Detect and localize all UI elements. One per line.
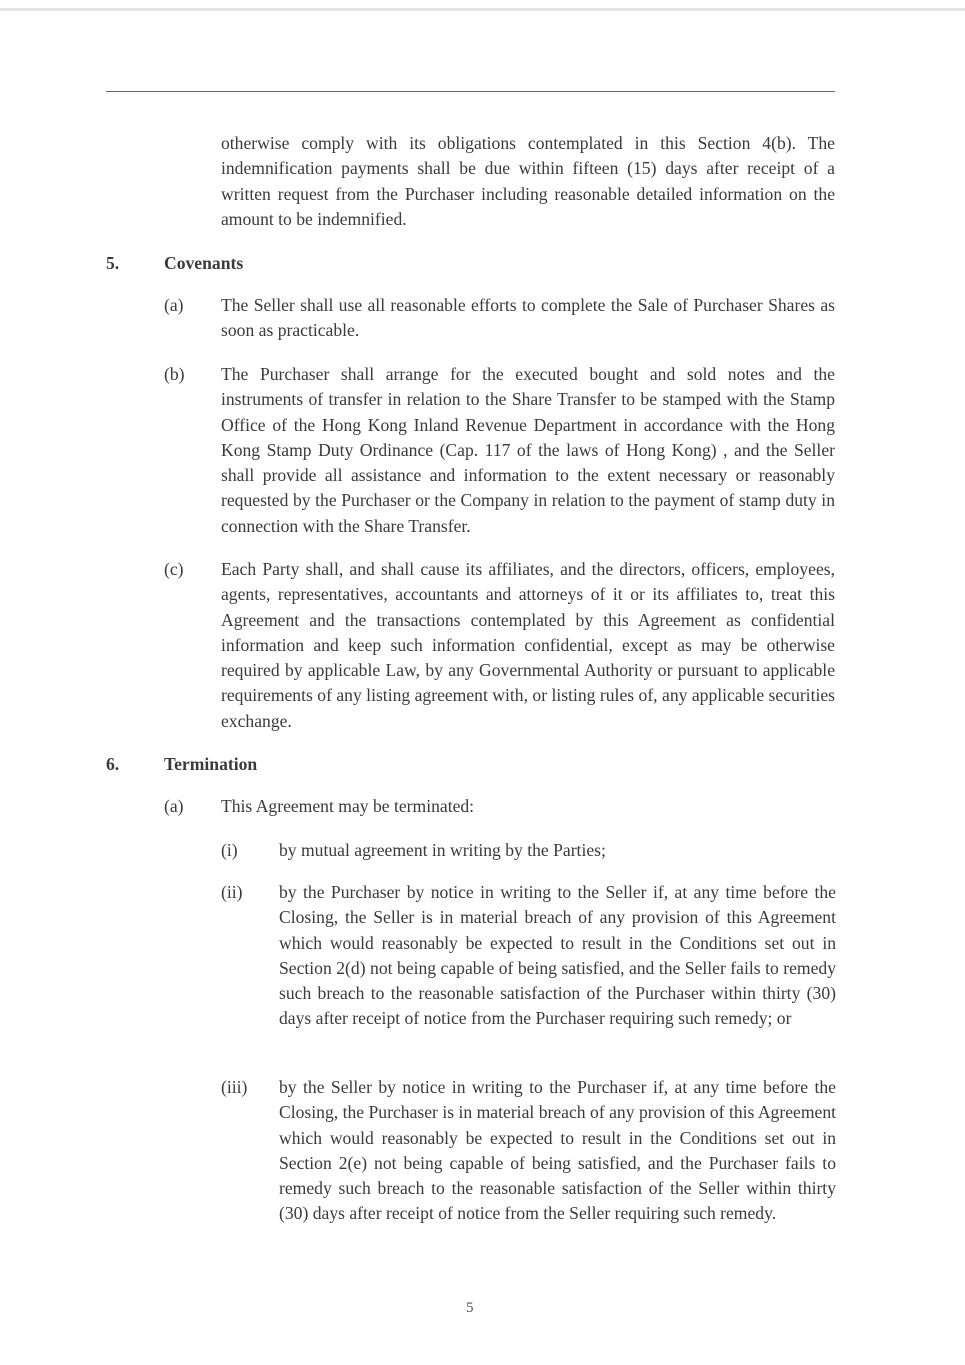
- clause-5b-label: (b): [164, 364, 185, 384]
- section-5-title: Covenants: [164, 253, 244, 273]
- clause-6a-text: This Agreement may be terminated:: [221, 796, 475, 816]
- subclause-ii-text: by the Purchaser by notice in writing to the Seller if, at any time before the Closing, the Seller is in material breach of any provision of this Agreement which would reasonably be expected to result in the Conditions set out in Section 2(d) not being capable of being satisfied, and the Seller fails to remedy such breach to the reasonable satisfaction of the Purchaser within thirty (30) days after receipt of notice from the Purchaser requiring such remedy; or: [279, 882, 836, 1029]
- subclause-i-text: by mutual agreement in writing by the Parties;: [279, 840, 606, 860]
- clause-6a-label: (a): [164, 796, 184, 816]
- clause-5a-text: The Seller shall use all reasonable efforts to complete the Sale of Purchaser Shares as soon as practicable.: [221, 295, 835, 341]
- subclause-ii-label: (ii): [221, 882, 243, 902]
- subclause-i-label: (i): [221, 840, 238, 860]
- section-5-number: 5.: [106, 253, 120, 273]
- scan-edge: [0, 8, 965, 11]
- subclause-iii-label: (iii): [221, 1077, 248, 1097]
- section-6-title: Termination: [164, 754, 258, 774]
- clause-5c-label: (c): [164, 559, 184, 579]
- clause-5c-text: Each Party shall, and shall cause its affiliates, and the directors, officers, employees, agents, representatives, accountants and attorneys of it or its affiliates to, treat this Agreement and the transactions contemplated by this Agreement as confidential information and keep such information confidential, except as may be otherwise required by applicable Law, by any Governmental Authority or pursuant to applicable requirements of any listing agreement with, or listing rules of, any applicable securities exchange.: [221, 559, 835, 731]
- page-number: 5: [466, 1300, 474, 1316]
- clause-5a-label: (a): [164, 295, 184, 315]
- section-6-number: 6.: [106, 754, 120, 774]
- header-rule: [106, 91, 835, 92]
- clause-5b-text: The Purchaser shall arrange for the executed bought and sold notes and the instruments of transfer in relation to the Share Transfer to be stamped with the Stamp Office of the Hong Kong Inland Revenue Department in accordance with the Hong Kong Stamp Duty Ordinance (Cap. 117 of the laws of Hong Kong) , and the Seller shall provide all assistance and information to the extent necessary or reasonably requested by the Purchaser or the Company in relation to the payment of stamp duty in connection with the Share Transfer.: [221, 364, 835, 536]
- subclause-iii-text: by the Seller by notice in writing to the Purchaser if, at any time before the Closing, the Purchaser is in material breach of any provision of this Agreement which would reasonably be expected to result in the Conditions set out in Section 2(e) not being capable of being satisfied, and the Purchaser fails to remedy such breach to the reasonable satisfaction of the Seller within thirty (30) days after receipt of notice from the Seller requiring such remedy.: [279, 1077, 836, 1224]
- continuation-paragraph: otherwise comply with its obligations contemplated in this Section 4(b). The indemnification payments shall be due within fifteen (15) days after receipt of a written request from the Purchaser including reasonable detailed information on the amount to be indemnified.: [221, 133, 835, 229]
